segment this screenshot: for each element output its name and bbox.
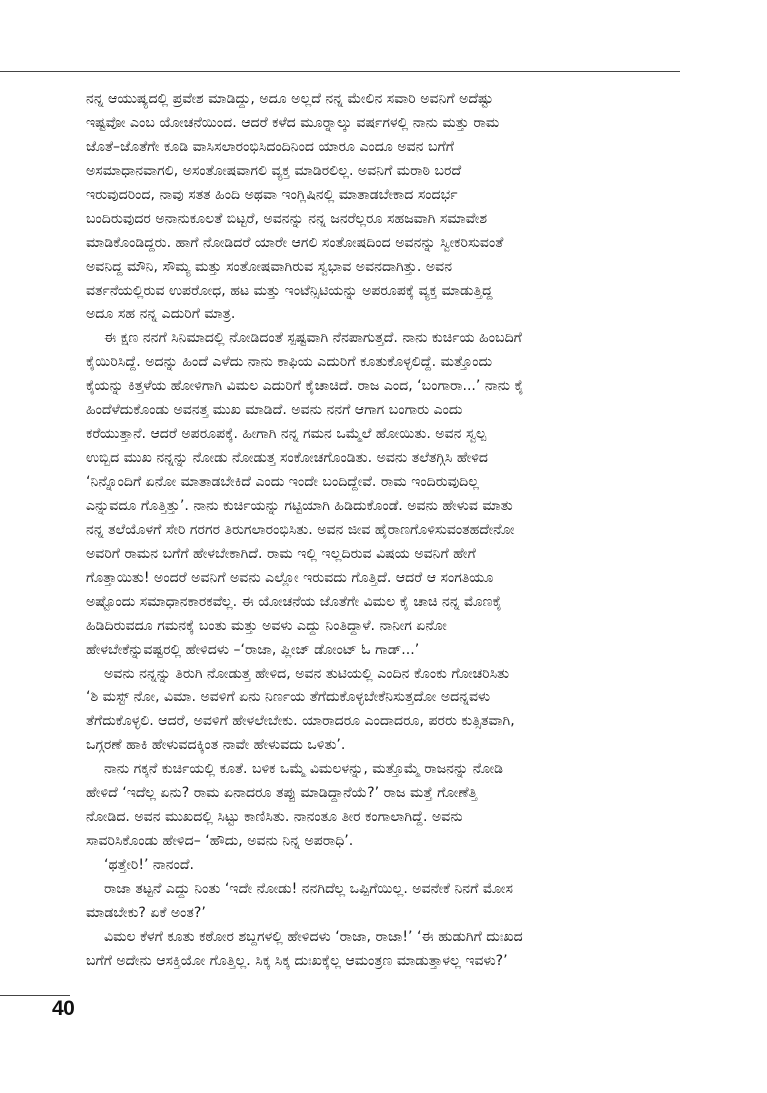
text-line: ‘ನಿನ್ನೊಂದಿಗೆ ಏನೋ ಮಾತಾಡಬೇಕಿದೆ ಎಂದು ಇಂದೇ ಬಂದಿದ್ದೇವೆ. ರಾಮ ಇಂದಿರುವುದಿಲ್ಲ <box>86 474 480 490</box>
text-line: ಇಷ್ಟವೋ ಎಂಬ ಯೋಚನೆಯಿಂದ. ಆದರೆ ಕಳೆದ ಮೂರ‍್ನಾಲ್ಕು ವರ್ಷಗಳಲ್ಲಿ ನಾನು ಮತ್ತು ರಾಮ <box>86 114 500 131</box>
text-line: ಸಾವರಿಸಿಕೊಂಡು ಹೇಳಿದ– ‘ಹೌದು, ಅವನು ನಿನ್ನ ಅಪರಾಧಿ’. <box>86 833 354 850</box>
text-line: ಹಿಂದೆಳೆದುಕೊಂಡು ಅವನತ್ತ ಮುಖ ಮಾಡಿದೆ. ಅವನು ನನಗೆ ಆಗಾಗ ಬಂಗಾರು ಎಂದು <box>86 402 463 419</box>
text-line: ಅದೂ ಸಹ ನನ್ನ ಎದುರಿಗೆ ಮಾತ್ರ. <box>86 306 236 323</box>
footer-rule <box>0 995 70 996</box>
text-line: ಕೈಯನ್ನು ಕಿತ್ತಳೆಯ ಹೋಳಿಗಾಗಿ ವಿಮಲ ಎದುರಿಗೆ ಕೈಚಾಚಿದೆ. ರಾಜ ಎಂದ, ‘ಬಂಗಾರಾ...’ ನಾನು ಕೈ <box>86 378 524 395</box>
text-line: ವರ್ತನೆಯಲ್ಲಿರುವ ಉಪರೋಧ, ಹಟ ಮತ್ತು ಇಂಟೆನ್ಸಿಟಿಯನ್ನು ಅಪರೂಪಕ್ಕೆ ವ್ಯಕ್ತ ಮಾಡುತ್ತಿದ್ದ <box>86 282 493 299</box>
text-line: ಎನ್ನುವದೂ ಗೊತ್ತಿತ್ತು’. ನಾನು ಕುರ್ಚಿಯನ್ನು ಗಟ್ಟಿಯಾಗಿ ಹಿಡಿದುಕೊಂಡೆ. ಅವನು ಹೇಳುವ ಮಾತು <box>86 497 513 514</box>
text-line: ಮಾಡಿಕೊಂಡಿದ್ದರು. ಹಾಗೆ ನೋಡಿದರೆ ಯಾರೇ ಆಗಲಿ ಸಂತೋಷದಿಂದ ಅವನನ್ನು ಸ್ವೀಕರಿಸುವಂತೆ <box>86 234 504 251</box>
text-line: ಅವರಿಗೆ ರಾಮನ ಬಗೆಗೆ ಹೇಳಬೇಕಾಗಿದೆ. ರಾಮ ಇಲ್ಲಿ ಇಲ್ಲದಿರುವ ವಿಷಯ ಅವನಿಗೆ ಹೇಗೆ <box>86 545 476 562</box>
text-line: ನೋಡಿದ. ಅವನ ಮುಖದಲ್ಲಿ ಸಿಟ್ಟು ಕಾಣಿಸಿತು. ನಾನಂತೂ ತೀರ ಕಂಗಾಲಾಗಿದ್ದೆ. ಅವನು <box>86 809 463 826</box>
text-line: ವಿಮಲ ಕೆಳಗೆ ಕೂತು ಕಠೋರ ಶಬ್ದಗಳಲ್ಲಿ ಹೇಳಿದಳು ‘ರಾಜಾ, ರಾಜಾ!’ ‘ಈ ಹುಡುಗಿಗೆ ದುಃಖದ <box>104 928 523 945</box>
text-line: ಬಂದಿರುವುದರ ಅನಾನುಕೂಲತೆ ಬಿಟ್ಟರೆ, ಅವನನ್ನು ನನ್ನ ಜನರೆಲ್ಲರೂ ಸಹಜವಾಗಿ ಸಮಾವೇಶ <box>86 210 488 227</box>
text-line: ನನ್ನ ಆಯುಷ್ಯದಲ್ಲಿ ಪ್ರವೇಶ ಮಾಡಿದ್ದು, ಅದೂ ಅಲ್ಲದೆ ನನ್ನ ಮೇಲಿನ ಸವಾರಿ ಅವನಿಗೆ ಅದೆಷ್ಟು <box>86 91 494 107</box>
text-line: ನಾನು ಗಕ್ಕನೆ ಕುರ್ಚಿಯಲ್ಲಿ ಕೂತೆ. ಬಳಿಕ ಒಮ್ಮೆ ವಿಮಲಳನ್ನು, ಮತ್ತೊಮ್ಮೆ ರಾಜನನ್ನು ನೋಡಿ <box>104 761 504 778</box>
page-number: 40 <box>52 997 75 1020</box>
text-line: ರಾಜಾ ತಟ್ಟನೆ ಎದ್ದು ನಿಂತು ‘ಇದೇ ನೋಡು! ನನಗಿದೆಲ್ಲ ಒಪ್ಪಿಗೆಯಿಲ್ಲ. ಅವನೇಕೆ ನಿನಗೆ ಮೋಸ <box>104 880 513 897</box>
text-line: ಅವನಿದ್ದ ಮೌನಿ, ಸೌಮ್ಯ ಮತ್ತು ಸಂತೋಷವಾಗಿರುವ ಸ್ವಭಾವ ಅವನದಾಗಿತ್ತು. ಅವನ <box>86 258 453 275</box>
text-line: ಅಷ್ಟೊಂದು ಸಮಾಧಾನಕಾರಕವೆಲ್ಲ. ಈ ಯೋಚನೆಯ ಜೊತೆಗೇ ವಿಮಲ ಕೈ ಚಾಚಿ ನನ್ನ ಮೊಣಕೈ <box>86 593 502 610</box>
text-line: ಅಸಮಾಧಾನವಾಗಲಿ, ಅಸಂತೋಷವಾಗಲಿ ವ್ಯಕ್ತ ಮಾಡಿರಲಿಲ್ಲ. ಅವನಿಗೆ ಮರಾಠಿ ಬರದೆ <box>86 162 462 179</box>
text-line: ಉಬ್ಬಿದ ಮುಖ ನನ್ನನ್ನು ನೋಡು ನೋಡುತ್ತ ಸಂಕೋಚಗೊಂಡಿತು. ಅವನು ತಲೆತಗ್ಗಿಸಿ ಹೇಳಿದ <box>86 450 489 467</box>
text-line: ಒಗ್ಗರಣೆ ಹಾಕಿ ಹೇಳುವದಕ್ಕಿಂತ ನಾವೇ ಹೇಳುವದು ಒಳಿತು’. <box>86 737 346 754</box>
text-line: ನನ್ನ ತಲೆಯೊಳಗೆ ಸೇರಿ ಗರಗರ ತಿರುಗಲಾರಂಭಿಸಿತು. ಅವನ ಜೀವ ಹೈರಾಣಗೊಳಿಸುವಂತಹದೇನೋ <box>86 521 515 538</box>
text-line: ‘ಶಿ ಮಸ್ಟ್ ನೋ, ವಿಮಾ. ಅವಳಿಗೆ ಏನು ನಿರ್ಣಯ ತೆಗೆದುಕೊಳ್ಳಬೇಕೆನಿಸುತ್ತದೋ ಅದನ್ನವಳು <box>86 689 491 706</box>
header-rule <box>0 71 680 72</box>
text-line: ತೆಗೆದುಕೊಳ್ಳಲಿ. ಆದರೆ, ಅವಳಿಗೆ ಹೇಳಲೇಬೇಕು. ಯಾರಾದರೂ ಎಂದಾದರೂ, ಪರರು ಕುತ್ಸಿತವಾಗಿ, <box>86 713 515 730</box>
text-line: ಹೇಳಿದೆ ‘ಇದೆಲ್ಲ ಏನು? ರಾಮ ಏನಾದರೂ ತಪ್ಪು ಮಾಡಿದ್ದಾನೆಯೆ?’ ರಾಜ ಮತ್ತೆ ಗೋಣೆತ್ತಿ <box>86 785 478 802</box>
text-line: ಕರೆಯುತ್ತಾನೆ. ಆದರೆ ಅಪರೂಪಕ್ಕೆ. ಹೀಗಾಗಿ ನನ್ನ ಗಮನ ಒಮ್ಮೆಲೆ ಹೋಯಿತು. ಅವನ ಸ್ವಲ್ಪ <box>86 426 487 443</box>
text-line: ಬಗೆಗೆ ಅದೇನು ಆಸಕ್ತಿಯೋ ಗೊತ್ತಿಲ್ಲ. ಸಿಕ್ಕ ಸಿಕ್ಕ ದುಃಖಕ್ಕೆಲ್ಲ ಆಮಂತ್ರಣ ಮಾಡುತ್ತಾಳಲ್ಲ ಇವಳು?’ <box>86 952 508 969</box>
text-line: ಮಾಡಬೇಕು? ಏಕೆ ಅಂತ?’ <box>86 904 206 921</box>
text-line: ಹೇಳಬೇಕೆನ್ನುವಷ್ಟರಲ್ಲಿ ಹೇಳಿದಳು –‘ರಾಜಾ, ಪ್ಲೀಜ್ ಡೋಂಟ್ ಓ ಗಾಡ್...’ <box>86 641 420 658</box>
text-line: ಇರುವುದರಿಂದ, ನಾವು ಸತತ ಹಿಂದಿ ಅಥವಾ ಇಂಗ್ಲಿಷಿನಲ್ಲಿ ಮಾತಾಡಬೇಕಾದ ಸಂದರ್ಭ <box>86 186 458 203</box>
text-line: ಈ ಕ್ಷಣ ನನಗೆ ಸಿನಿಮಾದಲ್ಲಿ ನೋಡಿದಂತೆ ಸ್ಪಷ್ಟವಾಗಿ ನೆನಪಾಗುತ್ತದೆ. ನಾನು ಕುರ್ಚಿಯ ಹಿಂಬದಿಗೆ <box>104 330 522 347</box>
text-line: ‘ಥತ್ತೇರಿ!’ ನಾನಂದೆ. <box>104 857 194 873</box>
text-line: ಹಿಡಿದಿರುವದೂ ಗಮನಕ್ಕೆ ಬಂತು ಮತ್ತು ಅವಳು ಎದ್ದು ನಿಂತಿದ್ದಾಳೆ. ನಾನೀಗ ಏನೋ <box>86 617 447 634</box>
text-line: ಅವನು ನನ್ನನ್ನು ತಿರುಗಿ ನೋಡುತ್ತ ಹೇಳಿದ, ಅವನ ತುಟಿಯಲ್ಲಿ ಎಂದಿನ ಕೊಂಕು ಗೋಚರಿಸಿತು <box>104 665 510 682</box>
text-line: ಗೊತ್ತಾಯಿತು! ಅಂದರೆ ಅವನಿಗೆ ಅವನು ಎಲ್ಲೋ ಇರುವದು ಗೊತ್ತಿದೆ. ಆದರೆ ಆ ಸಂಗತಿಯೂ <box>86 569 494 586</box>
body-text <box>86 88 674 974</box>
text-line: ಜೊತೆ–ಜೊತೆಗೇ ಕೂಡಿ ವಾಸಿಸಲಾರಂಭಿಸಿದಂದಿನಿಂದ ಯಾರೂ ಎಂದೂ ಅವನ ಬಗೆಗೆ <box>86 138 454 155</box>
text-line: ಕೈಯಿರಿಸಿದ್ದೆ. ಅದನ್ನು ಹಿಂದೆ ಎಳೆದು ನಾನು ಕಾಫಿಯ ಎದುರಿಗೆ ಕೂತುಕೊಳ್ಳಲಿದ್ದೆ. ಮತ್ತೊಂದು <box>86 354 493 371</box>
